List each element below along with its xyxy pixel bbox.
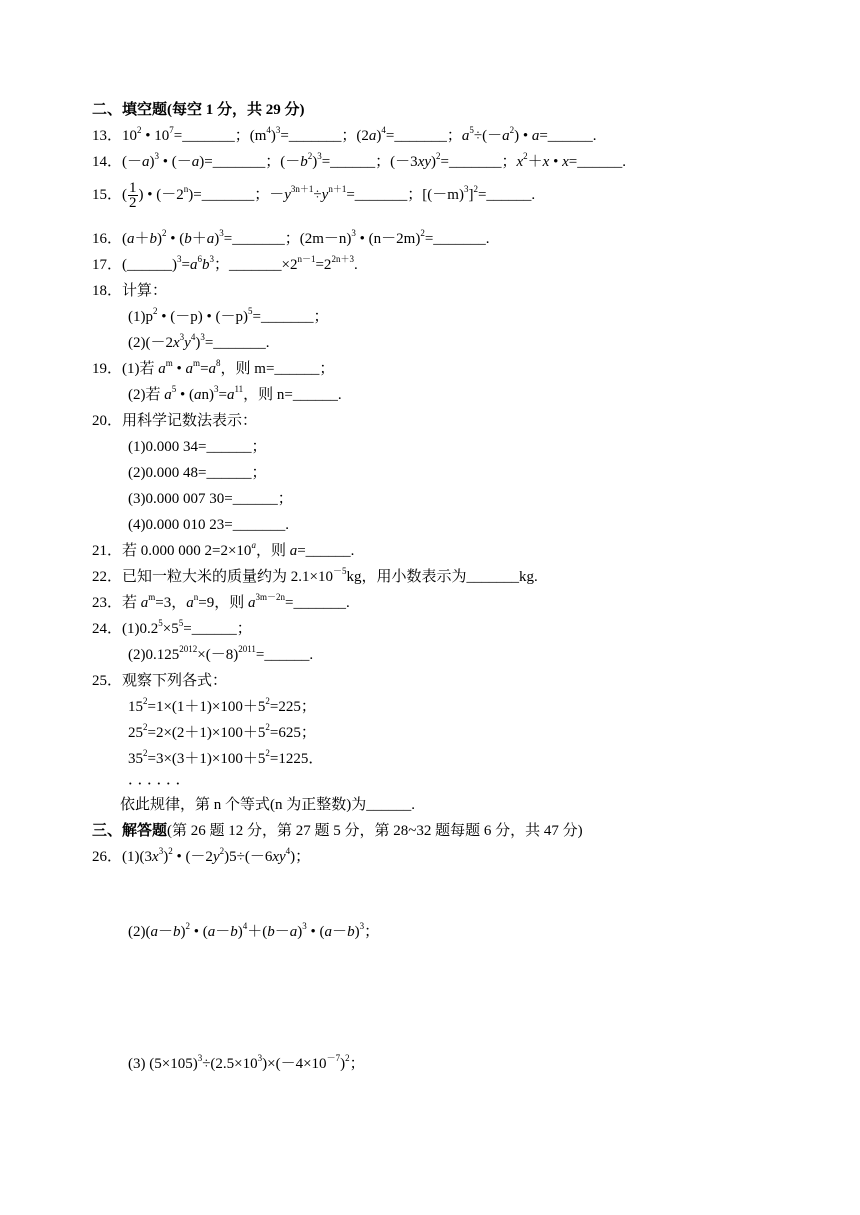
- section-3-heading: 三、解答题(第 26 题 12 分，第 27 题 5 分，第 28~32 题每题 6 分，共 47 分): [92, 823, 583, 839]
- question-25-example-3: $35^2=3\times(3+1)\times 100+5^2=1225$．: [128, 748, 324, 767]
- question-25-example-2: $25^2=2\times(2+1)\times 100+5^2=625$；: [128, 722, 316, 741]
- question-25-ellipsis: ．．．．．．: [128, 772, 193, 788]
- question-14: 14．$(-a)^3$ • (－a)=_______；$(-b^2)^3=\_\_\_\_\_\_$；$(-3xy)^2=\_\_\_\_\_\_\_$；$x^2+x$ • x=______.: [92, 151, 626, 170]
- question-20-part-4: (4)0.000 010 23=_______.: [128, 517, 289, 533]
- question-18-part-2: $(2)(-2x^3y^4)^3=\_\_\_\_\_\_\_$.: [128, 332, 270, 351]
- question-25: 25．观察下列各式：: [92, 673, 228, 689]
- question-13: 13．$10^2$ • $10^7=\_\_\_\_\_\_\_$；$(m^4)^3=\_\_\_\_\_\_\_$；$(2a)^4=\_\_\_\_\_\_\_$；$a^5\div(-a^2)$ • a=______.: [92, 125, 597, 144]
- question-22: 22．已知一粒大米的质量约为 $2.1\times 10^{-5}kg$，用小数表示为_______kg.: [92, 566, 538, 585]
- question-26-part-2: $(2)(a-b)^2$ • $(a-b)^4+(b-a)^3$ • $(a-b)^3$；: [128, 921, 380, 940]
- question-19-part-2: (2)若 $a^5$ • $(an)^3=a^{11}$，则 n=______.: [128, 384, 342, 403]
- question-15: 15．( $\frac{1}{2}$ ) • $(-2^n)=\_\_\_\_\_\_\_$；$-y^{3n+1}\div y^{n+1}=\_\_\_\_\_\_\_$；$[(-m)^3]^2=\_\_\_\_\_\_$.: [92, 180, 536, 212]
- question-26-part-1: 26．$(1)(3x^3)^2$ • $(-2y^2)5\div(-6xy^4)$；: [92, 846, 311, 865]
- section-2-heading: 二、填空题(每空 1 分，共 29 分): [92, 102, 305, 118]
- question-17: 17．$(\_\_\_\_\_\_)^3=a^6b^3$；$\_\_\_\_\_\_\_\times 2^{n-1}=2^{2n+3}$.: [92, 254, 358, 273]
- question-19: 19．(1)若 $a^m$ • $a^m=a^8$，则 m=______；: [92, 358, 335, 377]
- question-18: 18．计算：: [92, 283, 168, 299]
- question-21: 21．若 0.000 000 $2=2\times 10^a$，则 a=______.: [92, 540, 355, 559]
- question-25-example-1: $15^2=1\times(1+1)\times 100+5^2=225$；: [128, 696, 316, 715]
- question-24: 24．$(1)0.2^5\times 5^5=\_\_\_\_\_\_$；: [92, 618, 252, 637]
- question-24-part-2: $(2)0.125^{2012}\times(-8)^{2011}=\_\_\_\_\_\_$.: [128, 644, 314, 663]
- question-20-part-1: (1)0.000 34=______；: [128, 439, 267, 455]
- question-23: 23．若 $a^m=3$，$a^n=9$，则 $a^{3m-2n}=\_\_\_\_\_\_\_$.: [92, 592, 350, 611]
- question-25-conclusion: 依此规律，第 n 个等式(n 为正整数)为______.: [120, 797, 415, 813]
- question-18-part-1: $(1)p^2$ • (－p) • $(-p)^5=\_\_\_\_\_\_\_$；: [128, 306, 329, 325]
- question-20: 20．用科学记数法表示：: [92, 413, 258, 429]
- question-26-part-3: (3) $(5\times 105)^3\div(2.5\times 10^3)\times(-4\times 10^{-7})^2$；: [128, 1053, 365, 1072]
- question-20-part-3: (3)0.000 007 30=______；: [128, 491, 293, 507]
- fraction-one-half: $\frac{1}{2}$: [129, 180, 137, 212]
- question-20-part-2: (2)0.000 48=______；: [128, 465, 267, 481]
- question-16: 16．$(a+b)^2$ • $(b+a)^3=\_\_\_\_\_\_\_$；$(2m-n)^3$ • $(n-2m)^2=\_\_\_\_\_\_\_$.: [92, 228, 490, 247]
